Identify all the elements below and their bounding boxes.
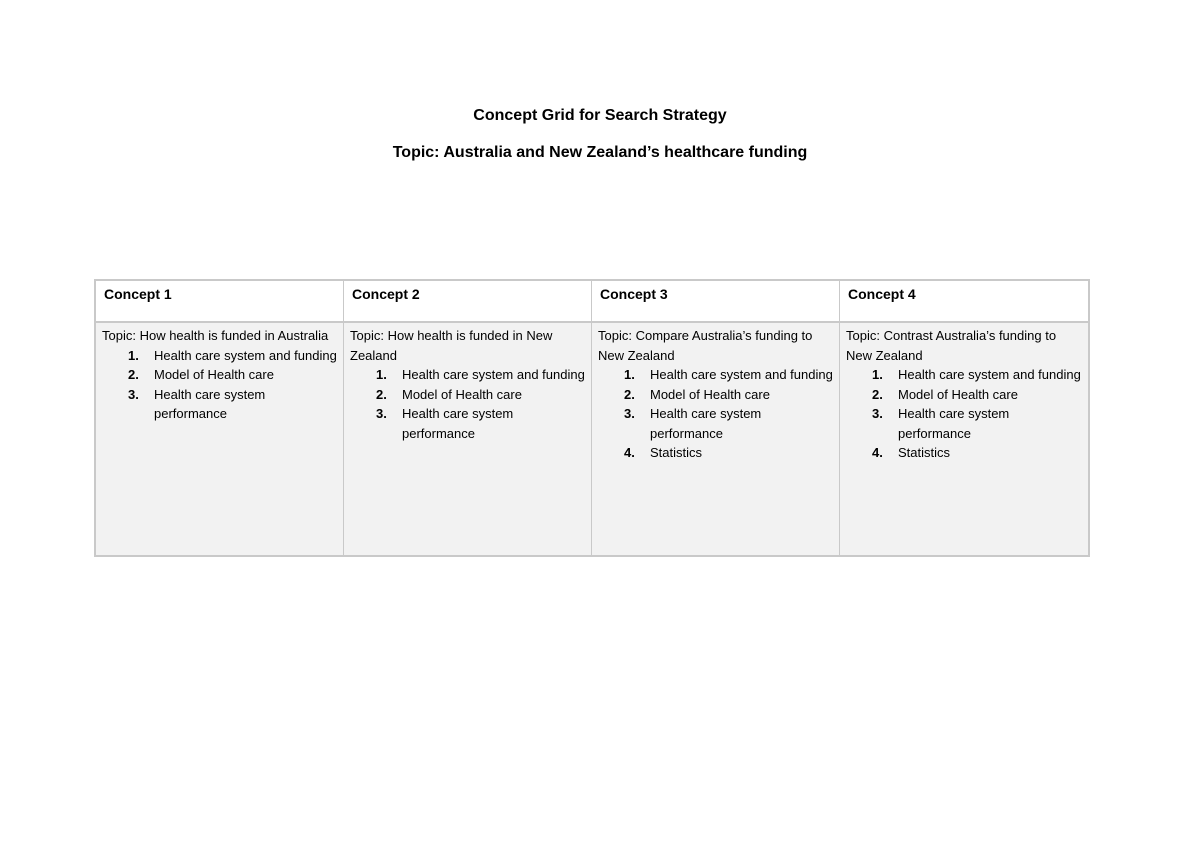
list-item xyxy=(350,365,585,385)
list-number: 4. xyxy=(872,445,883,460)
concept-1-topic: Topic: How health is funded in Australia xyxy=(102,328,329,343)
list-item xyxy=(598,443,833,463)
list-number: 2. xyxy=(376,386,387,402)
list-item-text: Statistics xyxy=(650,445,703,460)
concept-1-list xyxy=(102,346,337,424)
concept-2-list xyxy=(350,365,585,443)
list-item-text: Health care system performance xyxy=(154,386,266,421)
document-title: Concept Grid for Search Strategy xyxy=(473,107,727,124)
concept-4-list xyxy=(846,365,1082,463)
list-item-text: Health care system and funding xyxy=(650,367,833,382)
list-item-text: Health care system and funding xyxy=(898,367,1081,382)
concept-3-topic: Topic: Compare Australia’s funding to New Zealand xyxy=(598,328,813,363)
list-item xyxy=(102,365,337,385)
concept-grid-table xyxy=(94,279,1090,557)
concept-3-cell xyxy=(592,323,840,555)
list-number: 2. xyxy=(872,386,883,402)
list-item-text: Health care system performance xyxy=(402,406,514,441)
list-item xyxy=(598,404,833,443)
list-item xyxy=(598,385,833,405)
list-number: 2. xyxy=(128,367,139,382)
concept-2-cell xyxy=(344,323,592,555)
list-number: 3. xyxy=(624,406,635,421)
list-number: 4. xyxy=(624,445,635,460)
list-number: 1. xyxy=(624,367,635,382)
list-item-text: Model of Health care xyxy=(898,386,1018,402)
list-item xyxy=(350,404,585,443)
list-number: 3. xyxy=(128,386,139,402)
list-item-text: Health care system performance xyxy=(898,406,1010,441)
list-item xyxy=(598,365,833,385)
concept-3-header: Concept 3 xyxy=(592,281,840,323)
list-number: 1. xyxy=(872,367,883,382)
concept-4-header: Concept 4 xyxy=(840,281,1088,323)
list-item-text: Health care system and funding xyxy=(402,367,585,382)
list-item xyxy=(846,365,1082,385)
concept-1-cell xyxy=(96,323,344,555)
list-item-text: Model of Health care xyxy=(402,386,522,402)
document-subtitle: Topic: Australia and New Zealand’s healthcare funding xyxy=(392,144,808,161)
list-item xyxy=(846,385,1082,405)
list-item xyxy=(350,385,585,405)
list-item-text: Statistics xyxy=(898,445,951,460)
concept-2-header: Concept 2 xyxy=(344,281,592,323)
list-item-text: Health care system and funding xyxy=(154,347,337,363)
list-item xyxy=(846,404,1082,443)
list-number: 3. xyxy=(872,406,883,421)
list-item-text: Model of Health care xyxy=(650,386,770,402)
list-item xyxy=(846,443,1082,463)
list-item-text: Health care system performance xyxy=(650,406,762,441)
concept-1-header: Concept 1 xyxy=(96,281,344,323)
list-item xyxy=(102,346,337,366)
list-item-text: Model of Health care xyxy=(154,367,274,382)
list-number: 3. xyxy=(376,406,387,421)
concept-3-list xyxy=(598,365,833,463)
list-number: 2. xyxy=(624,386,635,402)
concept-4-topic: Topic: Contrast Australia’s funding to New Zealand xyxy=(846,328,1057,363)
list-item xyxy=(102,385,337,424)
concept-2-topic: Topic: How health is funded in New Zealand xyxy=(350,328,553,363)
concept-4-cell xyxy=(840,323,1088,555)
list-number: 1. xyxy=(376,367,387,382)
list-number: 1. xyxy=(128,347,139,363)
